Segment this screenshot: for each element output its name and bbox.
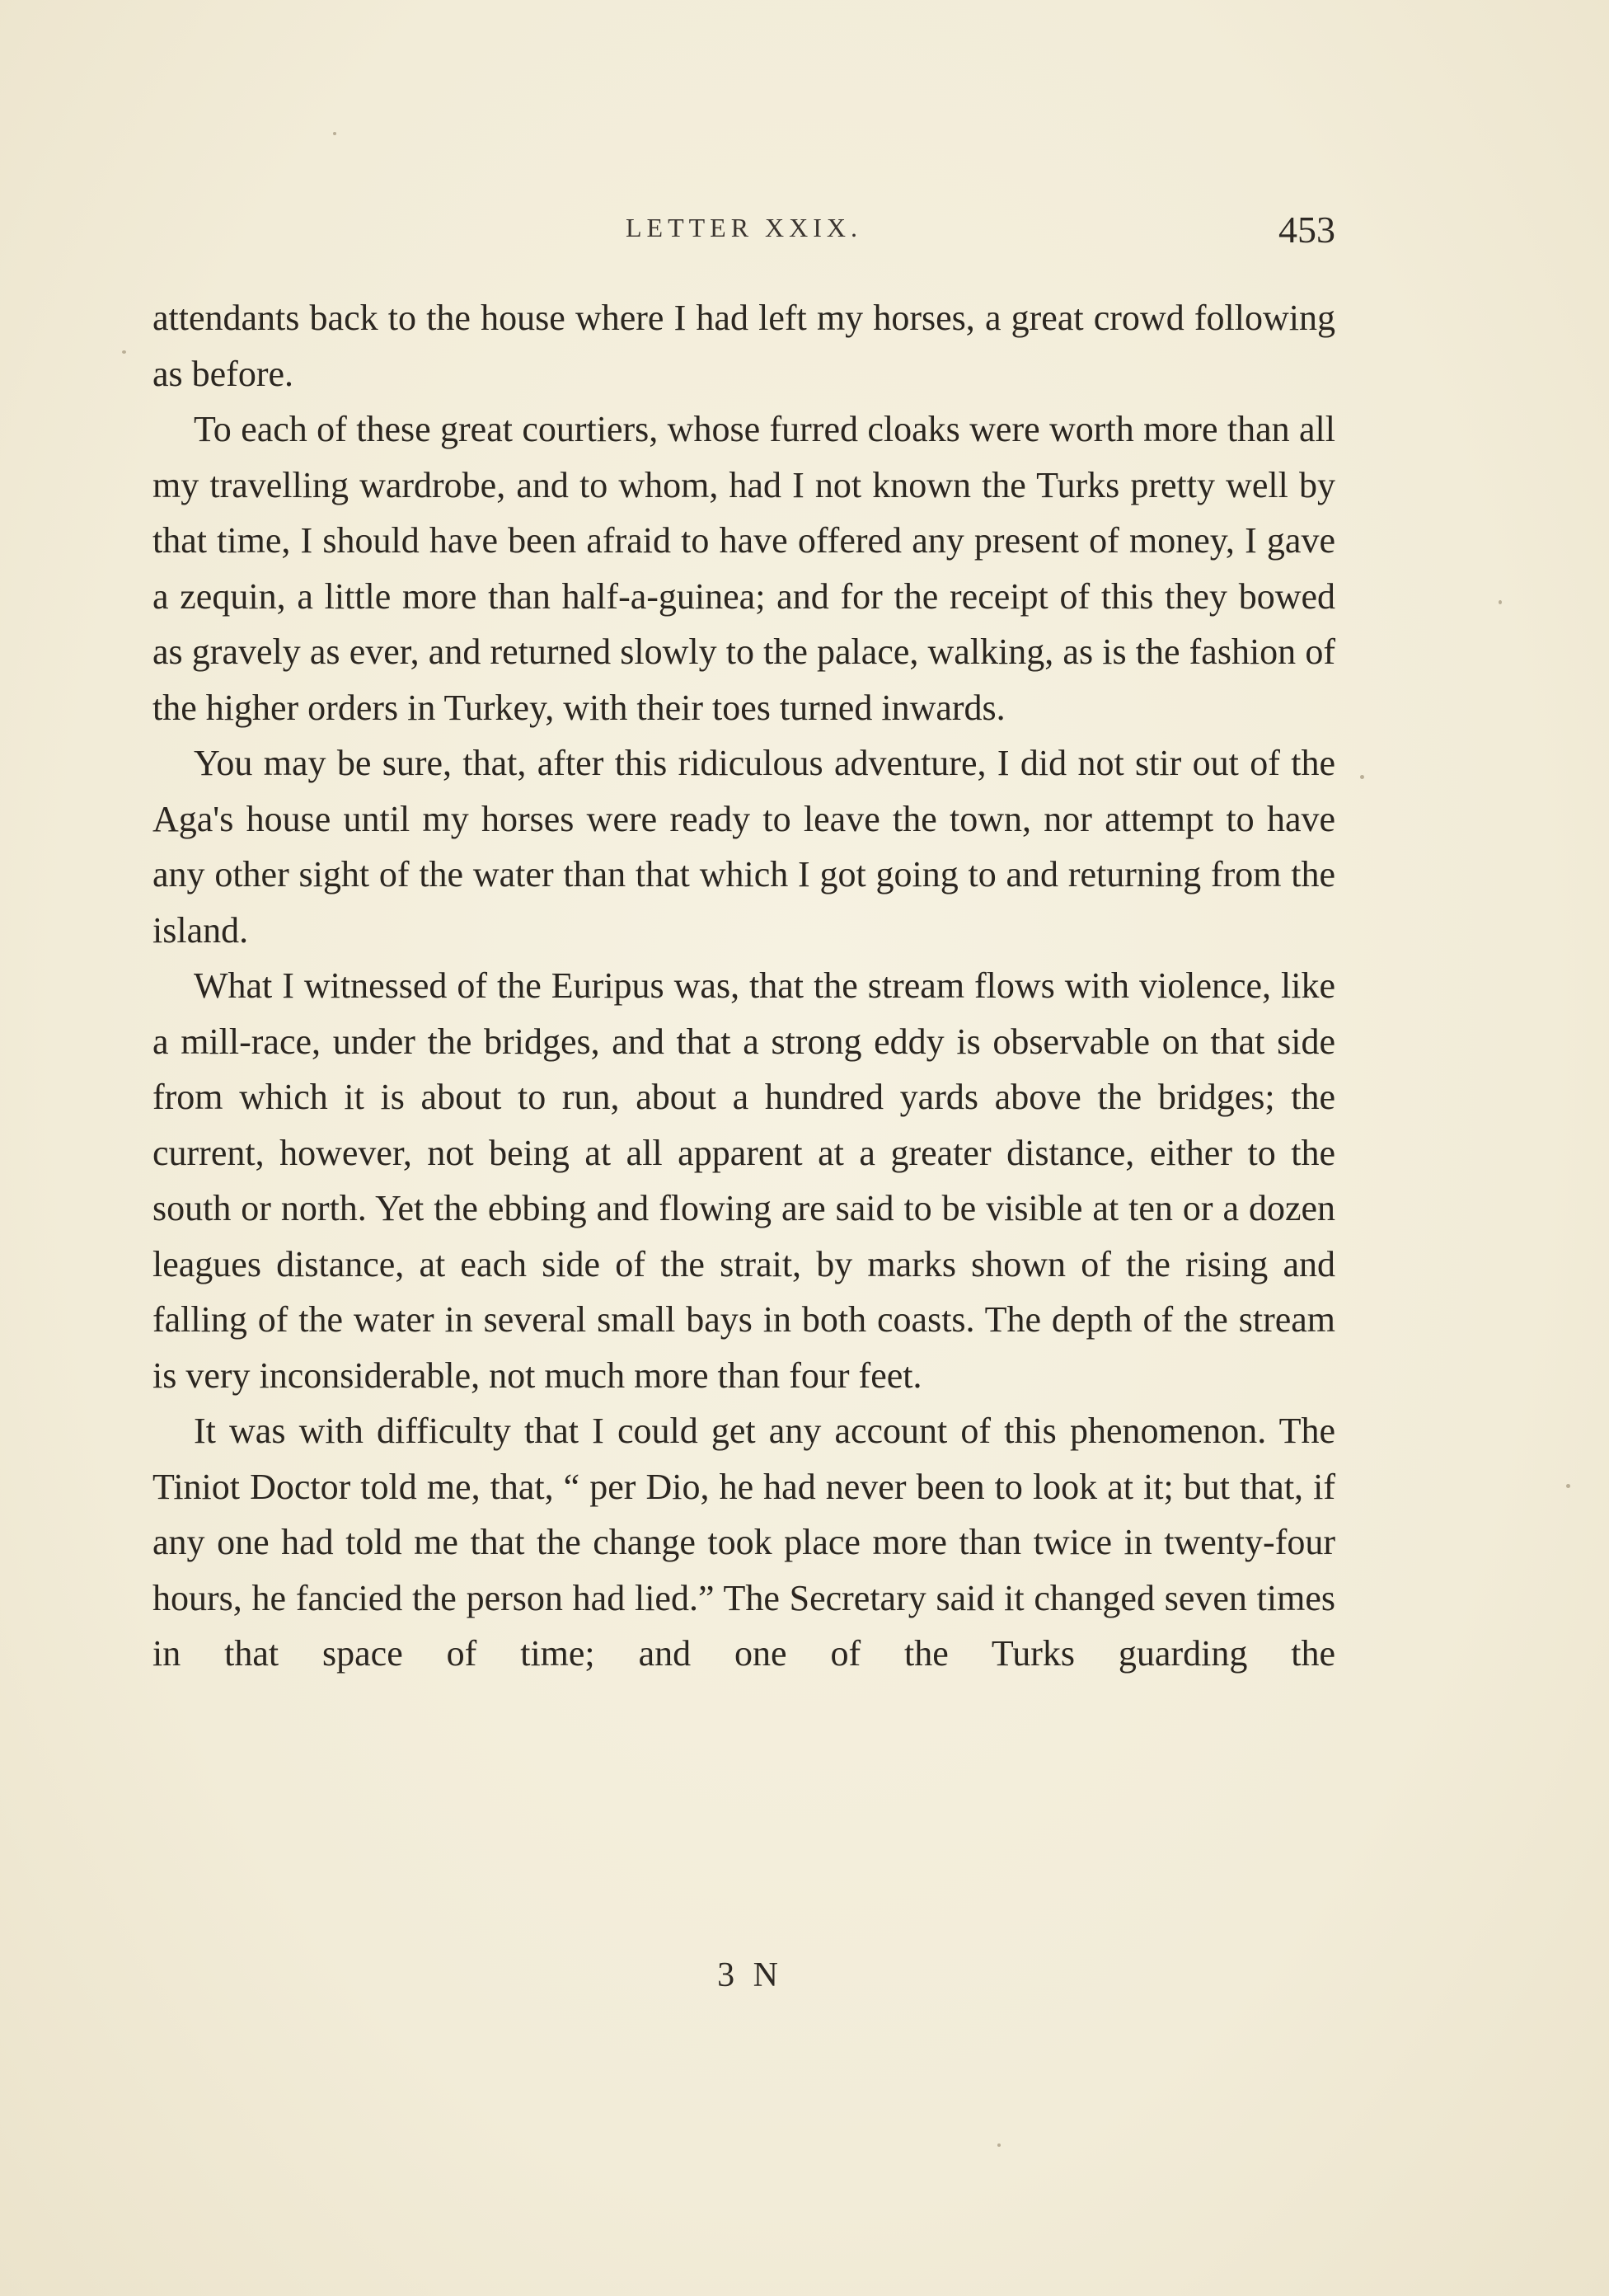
paper-speck xyxy=(1360,775,1364,779)
paper-speck xyxy=(1566,1484,1570,1488)
paper-speck xyxy=(997,2143,1001,2147)
page-header xyxy=(152,208,1335,257)
signature-mark: 3 N xyxy=(717,1956,783,1994)
body-text xyxy=(152,290,1335,1682)
paragraph-4: What I witnessed of the Euripus was, that the stream flows with violence, like a mill-race, under the bridges, and that a strong eddy is observable on that side from which it is about to run, about a hundred yards above the bridges; the current, however, not being at all apparent at a greater distance, either to the south or north. Yet the ebbing and flowing are said to be visible at ten or a dozen leagues distance, at each side of the strait, by marks shown of the rising and falling of the water in several small bays in both coasts. The depth of the stream is very inconsiderable, not much more than four feet. xyxy=(152,965,1335,1396)
paper-speck xyxy=(333,132,336,135)
paper-speck xyxy=(1499,600,1502,604)
paragraph-1: attendants back to the house where I had left my horses, a great crowd following as before. xyxy=(152,298,1335,394)
paragraph-3: You may be sure, that, after this ridiculous adventure, I did not stir out of the Aga's house until my horses were ready to leave the town, nor attempt to have any other sight of the water than that which I got going to and returning from the island. xyxy=(152,743,1335,951)
running-head: LETTER XXIX. xyxy=(625,213,863,242)
paragraph-2: To each of these great courtiers, whose furred cloaks were worth more than all my travelling wardrobe, and to whom, had I not known the Turks pretty well by that time, I should have been afraid to have offered any present of money, I gave a zequin, a little more than half-a-guinea; and for the receipt of this they bowed as gravely as ever, and returned slowly to the palace, walking, as is the fashion of the higher orders in Turkey, with their toes turned inwards. xyxy=(152,409,1335,728)
paper-speck xyxy=(122,350,126,354)
page-number: 453 xyxy=(1278,209,1335,251)
paragraph-5: It was with difficulty that I could get any account of this phenomenon. The Tiniot Doctor told me, that, “ per Dio, he had never been to look at it; but that, if any one had told me that the change took place more than twice in twenty-four hours, he fancied the person had lied.” The Secretary said it changed seven times in that space of time; and one of the Turks guarding the xyxy=(152,1411,1335,1674)
